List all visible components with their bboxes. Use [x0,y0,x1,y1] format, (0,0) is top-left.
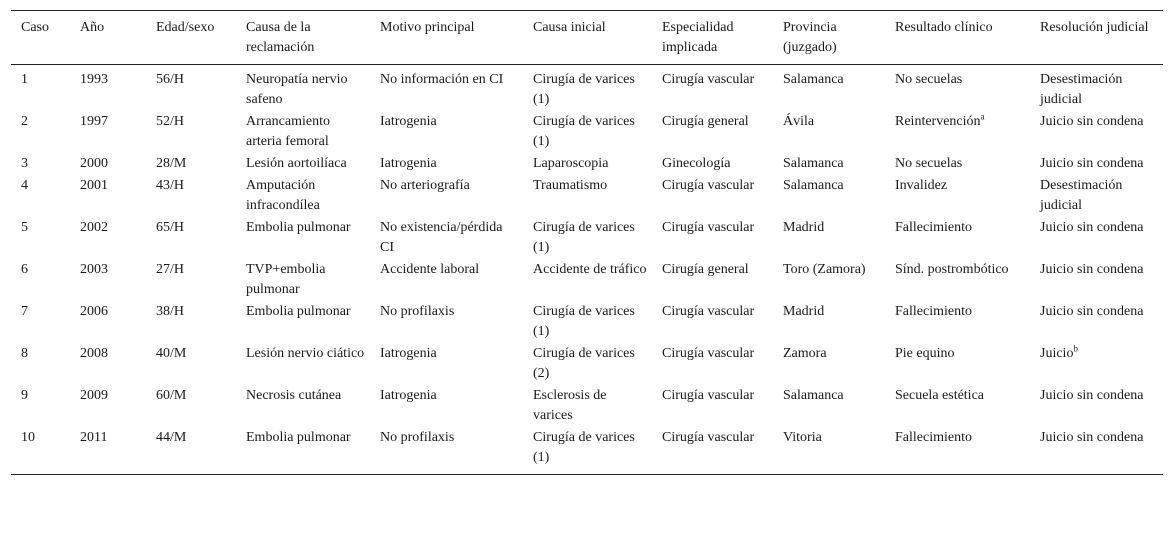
cell-motivo-principal: No arteriografía [380,178,470,193]
cell-causa-inicial: Traumatismo [533,178,608,193]
cell-caso: 5 [21,220,28,235]
cell-causa-reclamacion: Arrancamiento arteria femoral [246,114,330,149]
cell-caso: 2 [21,114,28,129]
cell-resultado-text: Reintervención [895,114,981,129]
cell-resolucion-judicial: Juicio sin condena [1040,220,1144,235]
cell-especialidad: Cirugía vascular [662,430,755,445]
cell-especialidad: Cirugía vascular [662,304,755,319]
cell-resolucion-judicial: Juicio sin condena [1040,262,1144,277]
cell-provincia: Salamanca [783,178,844,193]
header-motivo-principal: Motivo principal [380,20,475,35]
cell-motivo-principal: No existencia/pérdida CI [380,220,503,255]
table-row [11,111,1163,153]
cell-resolucion-judicial: Juicio sin condena [1040,430,1144,445]
table-header-row [11,11,1163,65]
cell-causa-inicial: Cirugía de varices (1) [533,114,635,149]
cell-provincia: Ávila [783,114,815,129]
cell-caso: 9 [21,388,28,403]
cell-causa-reclamacion: Lesión nervio ciático [246,346,365,361]
table-row [11,385,1163,427]
cell-motivo-principal: No profilaxis [380,304,455,319]
cell-caso: 3 [21,156,28,171]
cell-provincia: Salamanca [783,156,844,171]
cell-provincia: Vitoria [783,430,822,445]
cell-causa-reclamacion: Lesión aortoilíaca [246,156,347,171]
cell-ano: 1993 [80,72,108,87]
cell-causa-reclamacion: Necrosis cutánea [246,388,342,403]
cell-edad-sexo: 28/M [156,156,187,171]
cell-motivo-principal: Iatrogenia [380,346,437,361]
cell-edad-sexo: 38/H [156,304,184,319]
cell-motivo-principal: No información en CI [380,72,504,87]
cell-edad-sexo: 60/M [156,388,187,403]
cell-ano: 2006 [80,304,108,319]
cell-resultado-clinico: Fallecimiento [895,430,972,445]
cell-causa-reclamacion: Embolia pulmonar [246,220,351,235]
cell-edad-sexo: 44/M [156,430,187,445]
cell-motivo-principal: Iatrogenia [380,388,437,403]
cell-causa-reclamacion: Neuropatía nervio safeno [246,72,348,107]
cell-motivo-principal: Iatrogenia [380,114,437,129]
cell-especialidad: Cirugía vascular [662,346,755,361]
header-causa-reclamacion: Causa de la reclamación [246,20,315,55]
cell-causa-inicial: Cirugía de varices (1) [533,220,635,255]
cell-edad-sexo: 43/H [156,178,184,193]
table-row [11,301,1163,343]
cell-causa-reclamacion: Embolia pulmonar [246,430,351,445]
cell-ano: 2003 [80,262,108,277]
cell-provincia: Madrid [783,220,825,235]
cell-resultado-clinico: No secuelas [895,72,963,87]
cell-resolucion-judicial [1030,343,1163,385]
footnote-mark-a: a [980,111,985,122]
cell-especialidad: Cirugía vascular [662,178,755,193]
cell-caso: 4 [21,178,28,193]
cell-especialidad: Ginecología [662,156,731,171]
cell-motivo-principal: Accidente laboral [380,262,480,277]
cell-causa-inicial: Cirugía de varices (1) [533,304,635,339]
cell-edad-sexo: 27/H [156,262,184,277]
cell-resolucion-judicial: Desestimación judicial [1040,178,1123,213]
cell-edad-sexo: 56/H [156,72,184,87]
cell-resolucion-judicial: Juicio sin condena [1040,156,1144,171]
cell-resultado-clinico: Sínd. postrombótico [895,262,1009,277]
cell-resolucion-judicial: Juicio sin condena [1040,304,1144,319]
table-row [11,259,1163,301]
header-ano: Año [80,20,105,35]
cell-especialidad: Cirugía general [662,114,749,129]
cell-especialidad: Cirugía vascular [662,388,755,403]
cell-causa-inicial: Esclerosis de varices [533,388,607,423]
cell-causa-inicial: Cirugía de varices (1) [533,72,635,107]
cell-resolucion-text: Juicio [1040,346,1074,361]
cell-causa-reclamacion: Embolia pulmonar [246,304,351,319]
cell-causa-reclamacion: Amputación infracondílea [246,178,320,213]
cell-especialidad: Cirugía vascular [662,72,755,87]
cell-resolucion-judicial: Juicio sin condena [1040,114,1144,129]
table-row [11,217,1163,259]
table-row [11,65,1163,112]
cell-resultado-clinico: Fallecimiento [895,220,972,235]
cell-motivo-principal: No profilaxis [380,430,455,445]
cell-especialidad: Cirugía general [662,262,749,277]
cell-causa-inicial: Accidente de tráfico [533,262,647,277]
cell-especialidad: Cirugía vascular [662,220,755,235]
cell-causa-reclamacion: TVP+embolia pulmonar [246,262,326,297]
cell-provincia: Salamanca [783,72,844,87]
cell-resultado-clinico: Invalidez [895,178,948,193]
cell-ano: 2008 [80,346,108,361]
cell-edad-sexo: 52/H [156,114,184,129]
cell-causa-inicial: Cirugía de varices (1) [533,430,635,465]
header-causa-inicial: Causa inicial [533,20,606,35]
footnote-mark-b: b [1073,343,1078,354]
cell-provincia: Toro (Zamora) [783,262,866,277]
cell-ano: 2000 [80,156,108,171]
cell-resultado-clinico: No secuelas [895,156,963,171]
cell-resolucion-judicial: Desestimación judicial [1040,72,1123,107]
cell-ano: 1997 [80,114,108,129]
claims-table [11,10,1163,475]
header-resultado-clinico: Resultado clínico [895,20,993,35]
cell-caso: 10 [21,430,35,445]
header-caso: Caso [21,20,49,35]
cell-resultado-clinico: Secuela estética [895,388,985,403]
cell-ano: 2001 [80,178,108,193]
table-row [11,153,1163,175]
cell-caso: 1 [21,72,28,87]
cell-resultado-clinico [885,111,1030,153]
header-edad-sexo: Edad/sexo [156,20,215,35]
cell-provincia: Zamora [783,346,827,361]
header-especialidad: Especialidad implicada [662,20,734,55]
cell-motivo-principal: Iatrogenia [380,156,437,171]
table-row [11,427,1163,475]
cell-ano: 2011 [80,430,108,445]
cell-ano: 2009 [80,388,108,403]
cell-caso: 6 [21,262,28,277]
cell-edad-sexo: 40/M [156,346,187,361]
header-provincia: Provincia (juzgado) [783,20,837,55]
table-row [11,343,1163,385]
cell-causa-inicial: Cirugía de varices (2) [533,346,635,381]
cell-resolucion-judicial: Juicio sin condena [1040,388,1144,403]
cell-provincia: Madrid [783,304,825,319]
cell-ano: 2002 [80,220,108,235]
cell-provincia: Salamanca [783,388,844,403]
cell-resultado-clinico: Fallecimiento [895,304,972,319]
table-row [11,175,1163,217]
cell-edad-sexo: 65/H [156,220,184,235]
claims-table-container [11,10,1163,475]
header-resolucion-judicial: Resolución judicial [1040,20,1149,35]
cell-caso: 8 [21,346,28,361]
cell-causa-inicial: Laparoscopia [533,156,609,171]
cell-resultado-clinico: Pie equino [895,346,955,361]
cell-caso: 7 [21,304,28,319]
